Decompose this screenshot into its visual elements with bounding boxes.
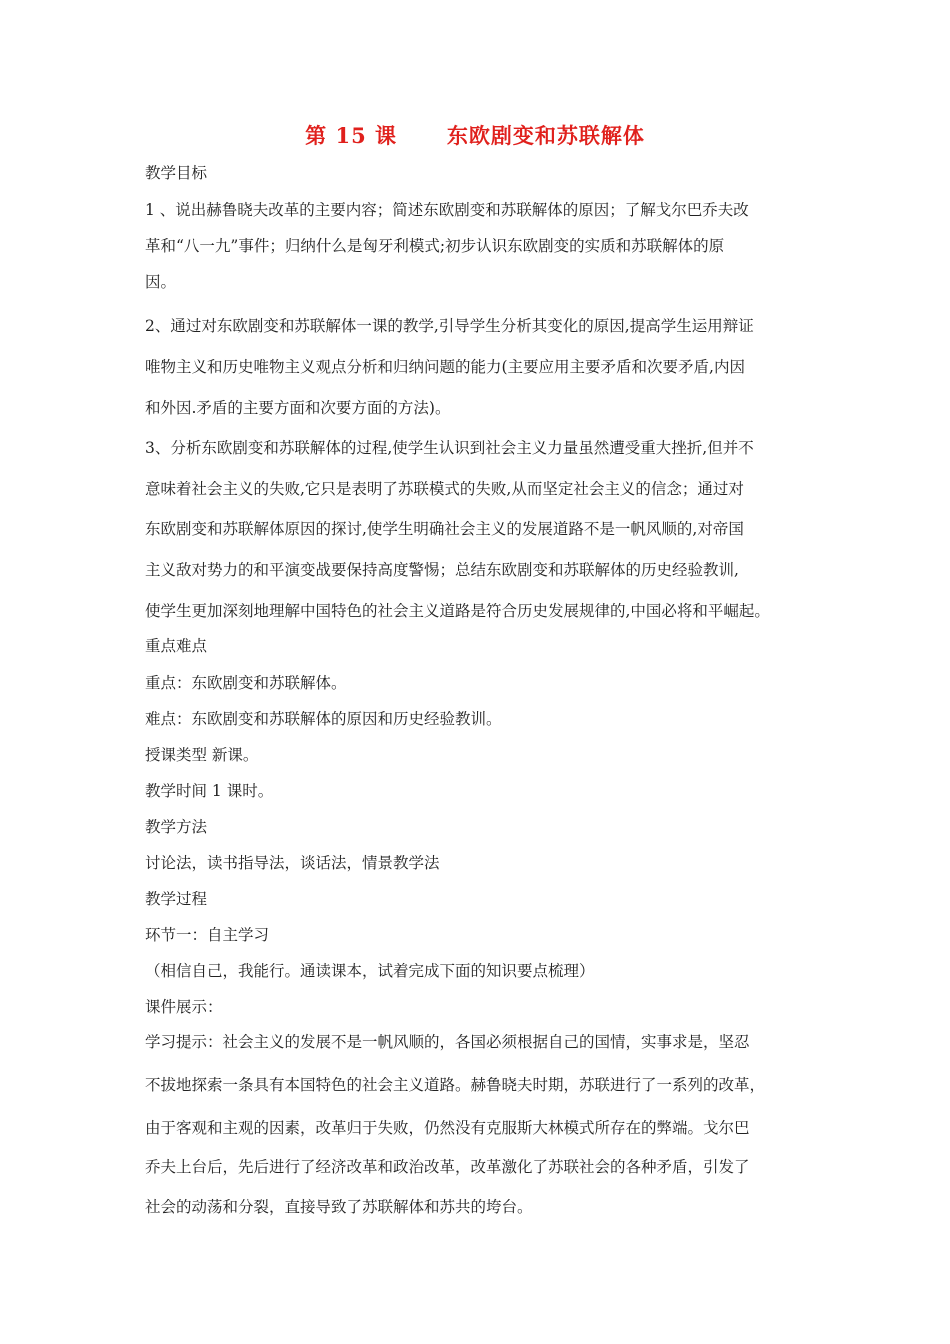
paragraph-line: 讨论法，读书指导法，谈话法，情景教学法 — [145, 854, 440, 872]
paragraph-line: 意味着社会主义的失败,它只是表明了苏联模式的失败,从而坚定社会主义的信念；通过对 — [145, 480, 744, 498]
paragraph-line: 学习提示：社会主义的发展不是一帆风顺的，各国必须根据自己的国情，实事求是，坚忍 — [145, 1033, 750, 1051]
paragraph-line: 主义敌对势力的和平演变战要保持高度警惕；总结东欧剧变和苏联解体的历史经验教训, — [145, 561, 739, 579]
paragraph-line: 不拔地探索一条具有本国特色的社会主义道路。赫鲁晓夫时期，苏联进行了一系列的改革， — [145, 1076, 766, 1094]
paragraph-line: 2、通过对东欧剧变和苏联解体一课的教学,引导学生分析其变化的原因,提高学生运用辩证 — [145, 317, 754, 335]
paragraph-line: 和外因.矛盾的主要方面和次要方面的方法)。 — [145, 399, 451, 417]
paragraph-line: 3、分析东欧剧变和苏联解体的过程,使学生认识到社会主义力量虽然遭受重大挫折,但并不 — [145, 439, 754, 457]
section-heading-key-points: 重点难点 — [145, 637, 208, 655]
section-heading-objectives: 教学目标 — [145, 164, 208, 182]
paragraph-line: 1 、说出赫鲁晓夫改革的主要内容；简述东欧剧变和苏联解体的原因；了解戈尔巴乔夫改 — [145, 201, 749, 219]
section-heading-methods: 教学方法 — [145, 818, 208, 836]
paragraph-line: 教学时间 1 课时。 — [145, 782, 274, 800]
paragraph-line: 难点：东欧剧变和苏联解体的原因和历史经验教训。 — [145, 710, 502, 728]
paragraph-line: 东欧剧变和苏联解体原因的探讨,使学生明确社会主义的发展道路不是一帆风顺的,对帝国 — [145, 520, 744, 538]
section-heading-process: 教学过程 — [145, 890, 208, 908]
paragraph-line: 因。 — [145, 273, 177, 291]
paragraph-line: 授课类型 新课。 — [145, 746, 259, 764]
paragraph-line: 唯物主义和历史唯物主义观点分析和归纳问题的能力(主要应用主要矛盾和次要矛盾,内因 — [145, 358, 745, 376]
paragraph-line: 革和“八一九”事件；归纳什么是匈牙利模式;初步认识东欧剧变的实质和苏联解体的原 — [145, 237, 725, 255]
paragraph-line: （相信自己，我能行。通读课本，试着完成下面的知识要点梳理） — [145, 962, 595, 980]
paragraph-line: 环节一：自主学习 — [145, 926, 270, 944]
paragraph-line: 使学生更加深刻地理解中国特色的社会主义道路是符合历史发展规律的,中国必将和平崛起。 — [145, 602, 770, 620]
paragraph-line: 乔夫上台后，先后进行了经济改革和政治改革，改革激化了苏联社会的各种矛盾，引发了 — [145, 1158, 750, 1176]
paragraph-line: 由于客观和主观的因素，改革归于失败，仍然没有克服斯大林模式所存在的弊端。戈尔巴 — [145, 1119, 750, 1137]
paragraph-line: 重点：东欧剧变和苏联解体。 — [145, 674, 347, 692]
page-title: 第 15 课 东欧剧变和苏联解体 — [305, 123, 645, 148]
paragraph-line: 课件展示： — [145, 998, 223, 1016]
paragraph-line: 社会的动荡和分裂，直接导致了苏联解体和苏共的垮台。 — [145, 1198, 533, 1216]
